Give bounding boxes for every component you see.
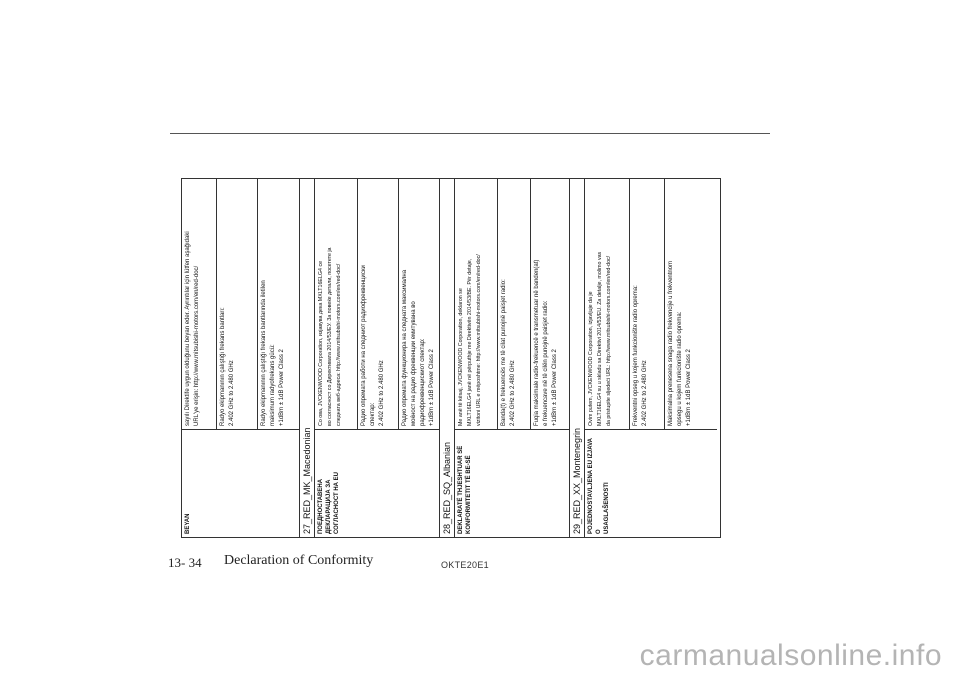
section-heading-montenegrin: 29_RED_XX_Montenegrin: [570, 179, 585, 537]
header-rule: [170, 133, 770, 134]
turkish-content: [182, 179, 299, 429]
document-code: OKTE20E1: [441, 560, 489, 570]
montenegrin-paragraph-3: [665, 179, 696, 429]
label-macedonian: [315, 429, 439, 537]
text-line: URL'ye erişin: http://www.mitsubishi-motors.com/en/red-doc/: [194, 265, 200, 426]
label-line: DEKLARATË THJESHTUAR SË: [458, 445, 464, 534]
conformity-table: [181, 178, 721, 538]
text-line: Frekventni opseg u kojem funkcionište radio oprema:: [633, 285, 639, 426]
text-line: Со ова, JVCKENWOOD Corporation, изјавува дека MXLT16ELG4 се: [318, 260, 324, 426]
macedonian-paragraph-3: [399, 179, 439, 429]
macedonian-paragraph-2: [358, 179, 399, 429]
albanian-content: [455, 179, 569, 429]
macedonian-content: [315, 179, 439, 429]
watermark[interactable]: carmanualsonline.info: [639, 639, 942, 672]
label-albanian: [455, 429, 569, 537]
text-line: Ovim putem, JVCKENWOOD Corporation, izjavljuje da je: [588, 291, 594, 426]
label-line: ПОЕДНОСТАВЕНА ДЕКЛАРАЦИЈА ЗА: [318, 478, 332, 534]
text-line: 2.402 GHz to 2.480 GHz: [379, 360, 385, 426]
text-line: радиофреквенцискиот спектар:: [420, 338, 426, 426]
text-line: e frekuencave në të cilën punojnë paisjet radio:: [543, 300, 549, 426]
label-montenegrin: [585, 429, 717, 537]
text-line: 2.402 GHz to 2.480 GHz: [510, 360, 516, 426]
albanian-paragraph-1: [455, 179, 498, 429]
text-line: da pristupite sljedeći URL: http://www.mitsubishi-motors.com/en/red-doc/: [606, 255, 612, 426]
table-row-albanian: [455, 179, 570, 537]
montenegrin-content: [585, 179, 717, 429]
text-line: Радио опремата работи на следниот радиофреквенциски: [361, 265, 367, 426]
label-line: СОГЛАСНОСТ НА EU: [334, 471, 340, 534]
text-line: Radyo ekipmanının çalıştığı frekans bantlarında iletilen: [261, 280, 267, 426]
section-heading-albanian: 28_RED_SQ_Albanian: [440, 179, 455, 537]
label-line: POJEDNOSTAVLJENA EU IZJAVA O: [588, 438, 602, 534]
text-line: спектар:: [370, 402, 376, 426]
text-line: Me anë të kësaj, JVCKENWOOD Corporation, deklaron se: [458, 288, 464, 426]
text-line: maksimum radyofrekans gücü:: [270, 344, 276, 426]
text-line: MXLT16ELG4 su u skladu sa Direktivi 2014/53/EU. Za detalje, molimo vas: [597, 251, 603, 426]
albanian-paragraph-2: [498, 179, 531, 429]
turkish-paragraph-3: [258, 179, 289, 429]
footer-title: Declaration of Conformity: [224, 553, 374, 568]
table-row-turkish: [182, 179, 300, 537]
turkish-paragraph-1: [182, 179, 217, 429]
table-row-montenegrin: [585, 179, 717, 537]
turkish-paragraph-2: [217, 179, 258, 429]
text-line: 2.402 GHz to 2.480 GHz: [229, 360, 235, 426]
text-line: Banda(t) e frekuencës me të cilat punojnë paisjet radio:: [501, 279, 507, 426]
conformity-table-wrapper: [181, 178, 721, 538]
text-line: +1dBm ± 1dB Power Class 2: [429, 349, 435, 426]
text-line: моќност на радио фреквенции емитувана во: [411, 301, 417, 426]
text-line: следната веб-адреса: http://www.mitsubishi-motors.com/en/red-doc/: [336, 263, 342, 426]
montenegrin-paragraph-2: [630, 179, 665, 429]
table-row-macedonian: [315, 179, 440, 537]
label-beyan: BEYAN: [182, 429, 299, 537]
text-line: vizitoni URL e mëposhtme: http://www.mitsubishi-motors.com/en/red-doc/: [476, 254, 482, 426]
text-line: MXLT16ELG4 janë në përputhje me Direktivën 2014/53/BE. Për detaje,: [467, 258, 473, 426]
label-line: USAGLAŠENOSTI: [604, 482, 610, 534]
text-line: 2.402 GHz to 2.480 GHz: [642, 360, 648, 426]
albanian-paragraph-3: [531, 179, 562, 429]
text-line: Радио опремата функционира на следната максимална: [402, 269, 408, 426]
montenegrin-paragraph-1: [585, 179, 630, 429]
text-line: Fuqia maksimale radio-frekuencë e transmetuar në banden(at): [534, 259, 540, 426]
text-line: +1dBm ± 1dB Power Class 2: [279, 349, 285, 426]
text-line: opsegu u kojem funkcionište radio oprema:: [677, 311, 683, 426]
text-line: sayılı Direktife uygun olduğunu beyan eder. Ayrıntılar için lütfen aşağıdaki: [185, 231, 191, 426]
label-line: KONFORMITETIT TË BE-SË: [466, 455, 472, 534]
page-number: 13- 34: [168, 555, 202, 570]
section-heading-macedonian: 27_RED_MK_Macedonian: [300, 179, 315, 537]
text-line: Radyo ekipmanının çalıştığı frekans bantları:: [220, 307, 226, 426]
text-line: +1dBm ± 1dB Power Class 2: [552, 349, 558, 426]
text-line: +1dBm ± 1dB Power Class 2: [686, 349, 692, 426]
rotated-table: [181, 178, 721, 538]
text-line: во согласност со Директивата 2014/53/EУ. За повеќе детали, посетете ја: [327, 247, 333, 426]
macedonian-paragraph-1: [315, 179, 358, 429]
text-line: Maksimalna prenesena snaga radio frekvencije u frekventnom: [668, 260, 674, 426]
